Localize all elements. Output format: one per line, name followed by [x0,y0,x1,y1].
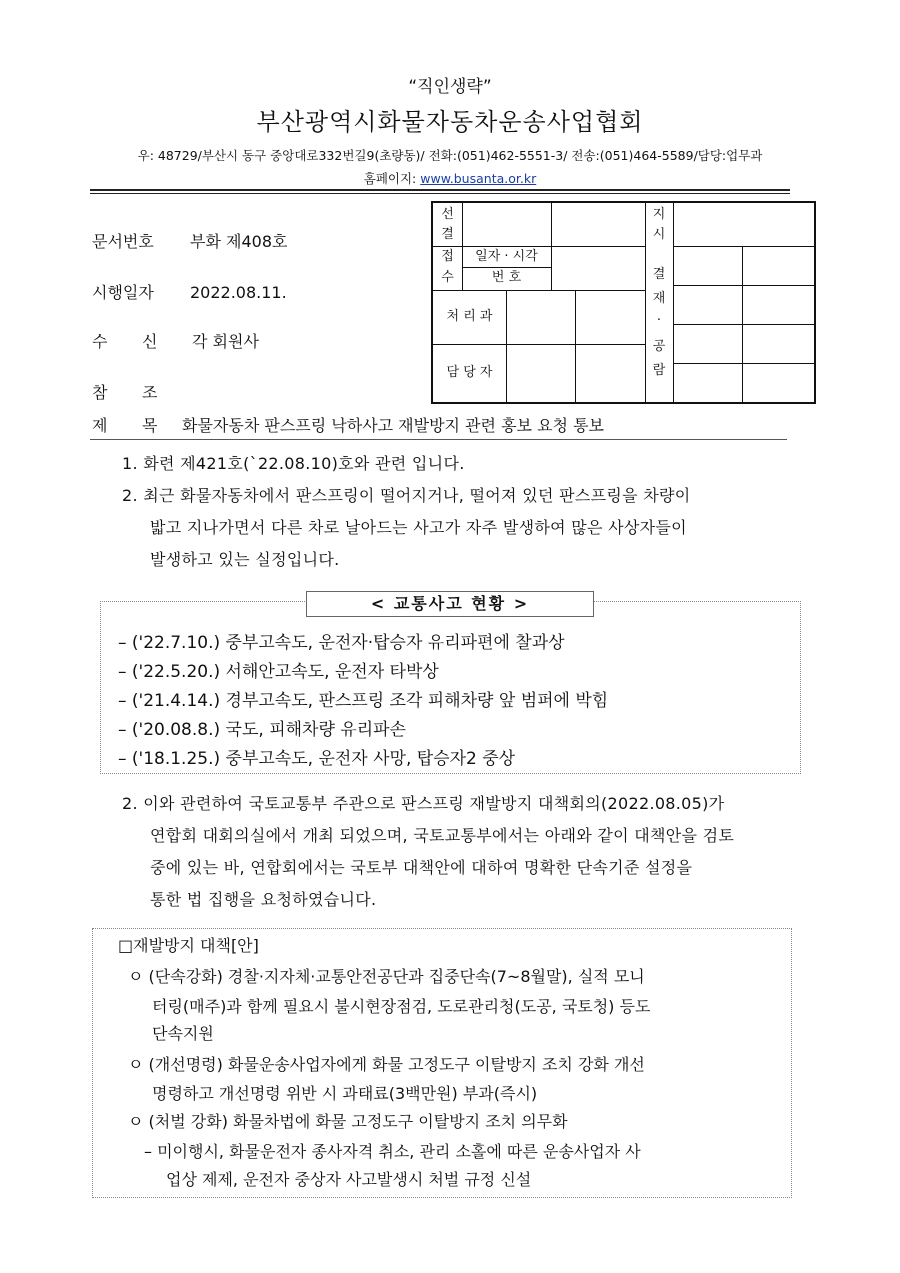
date-label: 시행일자 [92,283,154,302]
slogan: “직인생략” [408,77,492,97]
approval-seon: 선 [441,207,454,222]
subject-value: 화물자동차 판스프링 낙하사고 재발방지 관련 홍보 요청 통보 [182,416,605,435]
plan-item-3-line-1: ㅇ (처벌 강화) 화물차법에 화물 고정도구 이탈방지 조치 의무화 [128,1112,568,1131]
subject-row [92,413,604,436]
plan-item-1-line-1: ㅇ (단속강화) 경찰·지자체·교통안전공단과 집중단속(7~8월말), 실적 모니 [128,967,645,986]
accident-item: – ('21.4.14.) 경부고속도, 판스프링 조각 피해차량 앞 범퍼에 박힘 [118,691,609,711]
approval-gyeol2: 결 [652,267,666,282]
recipient-value: 각 회원사 [192,332,259,351]
accident-item: – ('22.7.10.) 중부고속도, 운전자·탑승자 유리파편에 찰과상 [118,633,565,653]
recipient-row [92,329,259,352]
approval-ji: 지 [652,207,666,222]
date-row [92,280,287,303]
paragraph-3-line-4: 통한 법 집행을 요청하였습니다. [150,890,377,909]
approval-jae: 재 [652,291,666,306]
paragraph-3-line-3: 중에 있는 바, 연합회에서는 국토부 대책안에 대하여 명확한 단속기준 설정을 [150,858,693,877]
subject-label-a: 제 [92,416,108,435]
prevention-plan-title: □재발방지 대책[안] [118,936,259,955]
reference-label-b: 조 [142,383,158,402]
accident-item: – ('18.1.25.) 중부고속도, 운전자 사망, 탑승자2 중상 [118,749,516,769]
approval-dot: · [656,313,662,328]
subject-label-b: 목 [142,416,158,435]
homepage-link[interactable]: www.busanta.or.kr [420,171,537,186]
address-line: 우: 48729/부산시 동구 중앙대로332번길9(초량동)/ 전화:(051)462-5551-3/ 전송:(051)464-5589/담당:업무과 [137,148,763,163]
paragraph-3-line-1: 2. 이와 관련하여 국토교통부 주관으로 판스프링 재발방지 대책회의(2022.08.05)가 [122,794,725,813]
plan-item-1-line-3: 단속지원 [152,1024,214,1043]
accident-status-title: < 교통사고 현황 > [306,591,594,617]
recipient-label-b: 신 [142,332,158,351]
reference-label-a: 참 [92,383,108,402]
accident-item: – ('20.08.8.) 국도, 피해차량 유리파손 [118,720,406,740]
recipient-label-a: 수 [92,332,108,351]
paragraph-3 [122,788,812,916]
org-name: 부산광역시화물자동차운송사업협회 [256,108,644,136]
paragraph-2-line-2: 밟고 지나가면서 다른 차로 날아드는 사고가 자주 발생하여 많은 사상자들이 [150,518,687,537]
approval-number: 번 호 [491,270,522,285]
approval-date-time: 일자 · 시각 [475,249,538,264]
plan-item-1-line-2: 터링(매주)과 함께 필요시 불시현장점검, 도로관리청(도공, 국토청) 등도 [152,997,651,1016]
doc-number-row [92,229,287,252]
approval-person-in-charge: 담 당 자 [446,365,493,380]
header-rule-thin [90,193,790,194]
plan-item-3-sub-line-1: – 미이행시, 화물운전자 종사자격 취소, 관리 소홀에 따른 운송사업자 사 [144,1142,641,1161]
approval-su: 수 [441,270,454,285]
approval-jeop: 접 [441,249,454,264]
plan-item-3-sub-line-2: 업상 제제, 운전자 중상자 사고발생시 처벌 규정 신설 [166,1170,532,1189]
approval-processing-dept: 처 리 과 [446,309,493,324]
plan-item-2-line-1: ㅇ (개선명령) 화물운송사업자에게 화물 고정도구 이탈방지 조치 강화 개선 [128,1055,645,1074]
approval-gong: 공 [652,339,666,354]
approval-si: 시 [652,227,666,242]
homepage-line [0,169,900,187]
doc-number: 부화 제408호 [190,232,288,251]
paragraph-2-line-1: 2. 최근 화물자동차에서 판스프링이 떨어지거나, 떨어져 있던 판스프링을 차량이 [122,486,691,505]
paragraph-2-line-3: 발생하고 있는 실정입니다. [150,550,340,569]
approval-gyeol: 결 [441,227,454,242]
homepage-label: 홈페이지: [363,171,417,186]
approval-ram: 람 [652,363,666,378]
approval-box [431,201,816,404]
plan-item-2-line-2: 명령하고 개선명령 위반 시 과태료(3백만원) 부과(즉시) [152,1084,538,1103]
header-rule-thick [90,189,790,191]
accident-item: – ('22.5.20.) 서해안고속도, 운전자 타박상 [118,662,439,682]
subject-rule [90,439,787,440]
doc-number-label: 문서번호 [92,232,154,251]
date-value: 2022.08.11. [190,283,287,302]
paragraph-3-line-2: 연합회 대회의실에서 개최 되었으며, 국토교통부에서는 아래와 같이 대책안을 검토 [150,826,735,845]
paragraph-2 [122,480,812,576]
paragraph-1: 1. 화련 제421호(`22.08.10)호와 관련 입니다. [122,454,465,473]
reference-row [92,380,192,403]
